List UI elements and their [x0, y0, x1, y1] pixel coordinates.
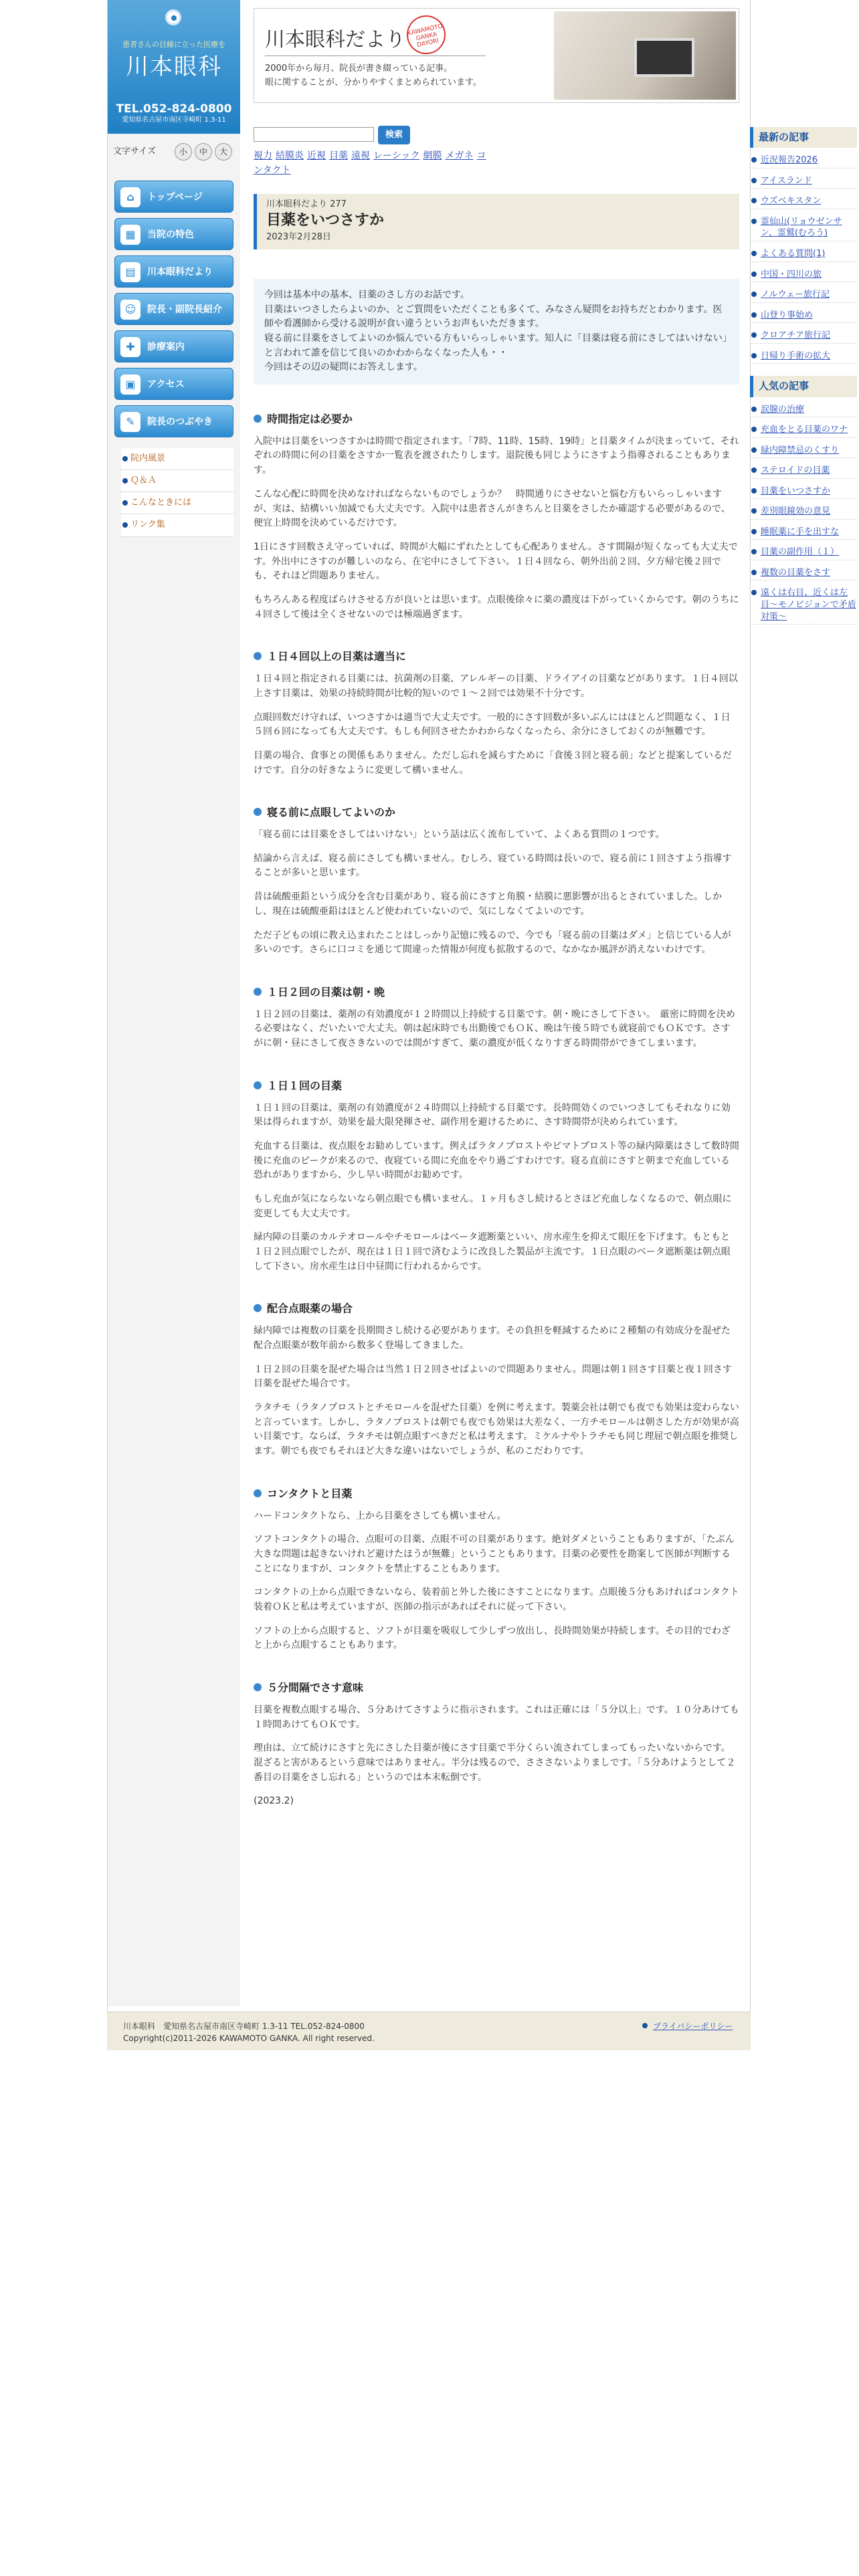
- nav-button-label: アクセス: [147, 379, 185, 390]
- latest-article-link[interactable]: ノルウェー旅行記: [750, 288, 857, 303]
- font-size-large-button[interactable]: 大: [215, 143, 232, 160]
- footer: [107, 2012, 751, 2050]
- article-section: [254, 1486, 739, 1653]
- section-paragraph: ソフトコンタクトの場合、点眼可の目薬、点眼不可の目薬があります。絶対ダメということもありますが、「たぶん大きな問題は起きないけれど避けたほうが無難」ということもあります。目薬の必要性を勘案して医師が判断することになりますが、コンタクトを禁止することもあります。: [254, 1534, 735, 1574]
- section-paragraph: １日４回と指定される目薬には、抗菌剤の目薬、アレルギーの目薬、ドライアイの目薬などがあります。１日４回以上さす目薬は、効果の持続時間が比較的短いので１～２回では効果不十分です。: [254, 673, 738, 699]
- newsletter-header: [254, 8, 739, 103]
- left-column: [108, 0, 240, 2006]
- latest-heading: 最新の記事: [750, 127, 857, 148]
- section-paragraph: 昔は硫酸亜鉛という成分を含む目薬があり、寝る前にさすと角膜・結膜に悪影響が出るとされていました。しかし、現在は硫酸亜鉛はほとんど使われていないので、気にしなくてよいのです。: [254, 891, 722, 917]
- nav-button-6[interactable]: [114, 405, 233, 437]
- latest-article-link[interactable]: 近況報告2026: [750, 153, 857, 169]
- article-intro: 今回は基本中の基本、目薬のさし方のお話です。 目薬はいつさしたらよいのか、とご質問をいただくことも多くて、みなさん疑問をお持ちだとわかります。医師や看護師から受ける説明が食い違うというお声もいただきます。 寝る前に目薬をさしてよいのか悩んでいる方もいらっしゃいます。知人に「目薬は寝る前にさしてはいけない」と言われて誰を信じて良いのかわからなくなった人も・・ 今回はその辺の疑問にお答えします。: [254, 279, 739, 385]
- subnav-link[interactable]: こんなときには: [121, 492, 233, 514]
- latest-article-link[interactable]: 霊仙山(リョウゼンサン、霊鷲(むろう): [750, 215, 857, 241]
- section-paragraph: ラタチモ（ラタノプロストとチモロールを混ぜた目薬）を例に考えます。製薬会社は朝でも夜でも効果は変わらないと言っています。しかし、ラタノプロストは朝でも夜でも効果は大差なく、一方チモロールは朝さした方が効果が高い目薬です。ならば、ラタチモは朝点眼すべきだと私は考えます。ミケルナやトラチモも同じ理屈で朝点眼を推奨します。朝でも夜でもそれほど大きな違いはないでしょうが、私のこだわりです。: [254, 1402, 739, 1457]
- site-name: 川本眼科: [126, 53, 222, 80]
- latest-article-link[interactable]: アイスランド: [750, 174, 857, 189]
- latest-article-link[interactable]: 日帰り手術の拡大: [750, 349, 857, 364]
- popular-article-link[interactable]: 目薬の副作用（１）: [750, 545, 857, 560]
- keyword-link[interactable]: コンタクト: [254, 150, 486, 177]
- article-section: [254, 1078, 739, 1275]
- keyword-link[interactable]: 遠視: [351, 150, 370, 161]
- search-button[interactable]: 検索: [378, 126, 410, 144]
- sub-nav: [121, 448, 233, 537]
- popular-article-link[interactable]: 目薬をいつさすか: [750, 484, 857, 500]
- section-heading: コンタクトと目薬: [254, 1486, 739, 1503]
- latest-article-link[interactable]: 山登り事始め: [750, 308, 857, 324]
- article-section: [254, 1680, 739, 1785]
- popular-list: [750, 403, 857, 625]
- newsletter-title: 川本眼科だより: [265, 28, 405, 51]
- section-paragraph: １日２回の目薬は、薬剤の有効濃度が１２時間以上持続する目薬です。朝・晩にさして下さい。 厳密に時間を決める必要はなく、だいたいで大丈夫。朝は起床時でも出勤後でもＯＫ、晩は午後５時でも就寝前でもＯＫです。さすがに朝・昼にさして夜さきないのでは間がすぎて、薬の濃度が低くなりすぎる時間帯ができてしまいます。: [254, 1008, 735, 1049]
- computer-icon: [634, 38, 694, 77]
- section-heading: １日２回の目薬は朝・晩: [254, 984, 739, 1001]
- newsletter-icon: ▤: [120, 262, 140, 282]
- section-paragraph: もし充血が気にならないなら朝点眼でも構いません。１ヶ月もさし続けるとさほど充血しなくなるので、朝点眼に変更しても大丈夫です。: [254, 1193, 732, 1219]
- font-size-label: 文字サイズ: [113, 146, 156, 156]
- article-section: [254, 411, 739, 622]
- section-paragraph: 理由は、立て続けにさすと先にさした目薬が後にさす目薬で半分くらい流されてしまってもったいないからです。混ざると害があるという意味ではありません。半分は残るので、さささないよりましです。「５分あけようとして２番目の目薬をさし忘れる」というのでは本末転倒です。: [254, 1743, 736, 1783]
- section-paragraph: 目薬を複数点眼する場合、５分あけてさすように指示されます。これは正確には「５分以上」です。１０分あけても１時間あけてもＯＫです。: [254, 1704, 739, 1730]
- section-paragraph: 1日にさす回数さえ守っていれば、時間が大幅にずれたとしても心配ありません。さす間隔が短くなっても大丈夫です。外出中にさすのが難しいのなら、在宅中にさして下さい。１日４回なら、朝外出前２回、夕方帰宅後２回でも、それほど問題ありません。: [254, 541, 738, 582]
- section-paragraph: 点眼回数だけ守れば、いつさすかは適当で大丈夫です。一般的にさす回数が多いぶんにはほとんど問題なく、１日５回６回になっても大丈夫です。もしも何回させたかわからなくなったら、余分にさしておくのが無難です。: [254, 712, 731, 738]
- section-paragraph: ハードコンタクトなら、上から目薬をさしても構いません。: [254, 1510, 506, 1521]
- section-paragraph: ソフトの上から点眼すると、ソフトが目薬を吸収して少しずつ放出し、長時間効果が持続します。その目的でわざと上から点眼することもあります。: [254, 1625, 731, 1651]
- font-size-small-button[interactable]: 小: [175, 143, 192, 160]
- search-input[interactable]: [254, 127, 374, 142]
- keyword-link[interactable]: 結膜炎: [276, 150, 304, 161]
- section-paragraph: もちろんある程度ばらけさせる方が良いとは思います。点眼後徐々に薬の濃度は下がっていくからです。朝のうちに４回さして後は全くさせないのでは極端過ぎます。: [254, 594, 739, 620]
- footer-copyright: Copyright(c)2011-2026 KAWAMOTO GANKA. All right reserved.: [123, 2034, 375, 2043]
- newsletter-stamp: KAWAMOTO GANKA DAYORI: [403, 12, 450, 58]
- eye-icon: [165, 9, 181, 25]
- stethoscope-icon: ✚: [120, 337, 140, 357]
- nav-button-label: 院長のつぶやき: [147, 416, 213, 427]
- section-paragraph: 充血する目薬は、夜点眼をお勧めしています。例えばラタノプロストやビマトプロスト等の緑内障薬はさして数時間後に充血のピークが来るので、夜寝ている間に充血をやり過ごすわけです。寝る直前にさすと朝まで充血している恐れがありますから、少し早い時間がお勧めです。: [254, 1140, 739, 1181]
- article-year: (2023.2): [254, 1796, 294, 1807]
- section-heading: 配合点眼薬の場合: [254, 1301, 739, 1317]
- popular-article-link[interactable]: 複数の目薬をさす: [750, 566, 857, 581]
- section-paragraph: 緑内障では複数の目薬を長期間さし続ける必要があります。その負担を軽減するために２種類の有効成分を混ぜた配合点眼薬が数年前から数多く登場してきました。: [254, 1325, 731, 1351]
- site-tel: TEL.052-824-0800: [116, 102, 232, 116]
- article-section: [254, 804, 739, 958]
- subnav-link[interactable]: Ｑ＆Ａ: [121, 470, 233, 492]
- keyword-links: [254, 148, 494, 179]
- section-paragraph: こんな心配に時間を決めなければならないものでしょうか？ 時間通りにさせないと悩む方もいらっしゃいますが、実は、結構いい加減でも大丈夫です。入院中は患者さんがきちんと目薬をさしたか確認する必要があるので、便宜上時間を決めているだけです。: [254, 488, 731, 529]
- nav-button-label: 診療案内: [147, 341, 185, 352]
- home-icon: ⌂: [120, 187, 140, 207]
- article-series: 川本眼科だより 277: [266, 199, 347, 209]
- section-paragraph: 目薬の場合、食事との関係もありません。ただし忘れを減らすために「食後３回と寝る前」などと提案しているだけです。自分の好きなように変更して構いません。: [254, 750, 732, 776]
- section-heading: １日４回以上の目薬は適当に: [254, 649, 739, 665]
- site-tagline: 患者さんの目線に立った医療を: [122, 40, 225, 49]
- subnav-link[interactable]: リンク集: [121, 514, 233, 536]
- section-heading: １日１回の目薬: [254, 1078, 739, 1095]
- font-size-control: [113, 143, 235, 160]
- keyword-link[interactable]: 近視: [307, 150, 326, 161]
- article-title-box: [254, 194, 739, 249]
- nav-button-label: トップページ: [147, 191, 203, 203]
- article-sections: [254, 411, 739, 1785]
- font-size-medium-button[interactable]: 中: [195, 143, 212, 160]
- site-logo[interactable]: [108, 0, 240, 134]
- page-frame: [107, 0, 856, 2050]
- newsletter-description: 2000年から毎月、院長が書き綴っている記事。 眼に関することが、分かりやすくまとめられています。: [265, 64, 482, 88]
- privacy-policy-link[interactable]: プライバシーポリシー: [642, 2020, 733, 2033]
- nav-button-1[interactable]: [114, 218, 233, 250]
- nav-button-label: 当院の特色: [147, 229, 194, 240]
- nav-button-2[interactable]: [114, 255, 233, 288]
- section-heading: ５分間隔でさす意味: [254, 1680, 739, 1697]
- section-paragraph: コンタクトの上から点眼できないなら、装着前と外した後にさすことになります。点眼後５分もあければコンタクト装着ＯＫと私は考えていますが、医師の指示があればそれに従って下さい。: [254, 1587, 739, 1612]
- latest-article-link[interactable]: よくある質問(1): [750, 247, 857, 262]
- article-date: 2023年2月28日: [266, 231, 331, 242]
- latest-article-link[interactable]: ウズベキスタン: [750, 194, 857, 209]
- latest-list: [750, 153, 857, 364]
- section-paragraph: 「寝る前には目薬をさしてはいけない」という話は広く流布していて、よくある質問の１つです。: [254, 829, 665, 841]
- popular-article-link[interactable]: 睡眠薬に手を出すな: [750, 525, 857, 540]
- keyword-link[interactable]: メガネ: [445, 150, 474, 161]
- section-heading: 時間指定は必要か: [254, 411, 739, 428]
- article-title: 目薬をいつさすか: [266, 212, 385, 229]
- subnav-link[interactable]: 院内風景: [121, 448, 233, 470]
- global-nav: [114, 181, 233, 443]
- right-sidebar: [750, 127, 857, 630]
- section-paragraph: １日２回の目薬を混ぜた場合は当然１日２回させばよいので問題ありません。問題は朝１回さす目薬と夜１回さす目薬を混ぜた場合です。: [254, 1364, 732, 1390]
- nav-button-4[interactable]: [114, 330, 233, 362]
- latest-article-link[interactable]: 中国・四川の旅: [750, 267, 857, 283]
- article-section: [254, 649, 739, 778]
- site-address: 愛知県名古屋市南区寺崎町 1.3-11: [122, 116, 226, 124]
- keyword-link[interactable]: 網膜: [423, 150, 442, 161]
- popular-article-link[interactable]: 緑内障禁忌のくすり: [750, 443, 857, 459]
- section-paragraph: 入院中は目薬をいつさすかは時間で指定されます。「7時、11時、15時、19時」と目薬タイムが決まっていて、それぞれの時間に何の目薬をさすか一覧表を渡されたりします。退院後も同じようにさすよう指導されることもあります。: [254, 435, 739, 476]
- popular-article-link[interactable]: 差別眼鏡効の意見: [750, 504, 857, 520]
- section-paragraph: ただ子どもの頃に教え込まれたことはしっかり記憶に残るので、今でも「寝る前の目薬はダメ」と信じている人が多いのです。さらに口コミを通じて間違った情報が何度も拡散するので、なかなか風評が消えないわけです。: [254, 930, 731, 956]
- nav-button-label: 川本眼科だより: [147, 266, 213, 278]
- nav-button-label: 院長・副院長紹介: [147, 304, 222, 315]
- doctor-icon: ☺: [120, 300, 140, 320]
- chat-icon: ✎: [120, 412, 140, 432]
- popular-article-link[interactable]: 遠くは右目、近くは左目〜モノビジョンで矛盾対策〜: [750, 586, 857, 625]
- section-paragraph: 緑内障の目薬のカルテオロールやチモロールはベータ遮断薬といい、房水産生を抑えて眼圧を下げます。もともと１日２回点眼でしたが、現在は１日１回で済むように改良した製品が主流です。１日点眼のベータ遮断薬は朝点眼して下さい。房水産生は日中昼間に行われるからです。: [254, 1232, 731, 1272]
- car-icon: ▣: [120, 374, 140, 395]
- article-section: [254, 1301, 739, 1459]
- keyword-link[interactable]: 視力: [254, 150, 272, 161]
- search-bar: [254, 126, 568, 146]
- keyword-link[interactable]: レーシック: [373, 150, 420, 161]
- nav-button-5[interactable]: [114, 368, 233, 400]
- article: [254, 194, 739, 1809]
- section-paragraph: 結論から言えば、寝る前にさしても構いません。むしろ、寝ている時間は長いので、寝る前に１回さすよう指導することが多いと思います。: [254, 853, 732, 879]
- popular-article-link[interactable]: ステロイドの目薬: [750, 463, 857, 479]
- section-paragraph: １日１回の目薬は、薬剤の有効濃度が２４時間以上持続する目薬です。長時間効くのでいつさしてもそれなりに効果は得られますが、効果を最大限発揮させ、副作用を避けるために、さす時間帯が決められています。: [254, 1102, 731, 1128]
- popular-article-link[interactable]: 涙腺の治療: [750, 403, 857, 418]
- section-heading: 寝る前に点眼してよいのか: [254, 804, 739, 821]
- latest-article-link[interactable]: クロアチア旅行記: [750, 328, 857, 344]
- footer-address: 川本眼科 愛知県名古屋市南区寺崎町 1.3-11 TEL.052-824-0800: [123, 2022, 365, 2031]
- popular-heading: 人気の記事: [750, 376, 857, 397]
- header-photo: [554, 11, 736, 100]
- building-icon: ▦: [120, 225, 140, 245]
- popular-article-link[interactable]: 充血をとる目薬のワナ: [750, 423, 857, 438]
- nav-button-3[interactable]: [114, 293, 233, 325]
- article-section: [254, 984, 739, 1051]
- keyword-link[interactable]: 目薬: [329, 150, 348, 161]
- nav-button-0[interactable]: [114, 181, 233, 213]
